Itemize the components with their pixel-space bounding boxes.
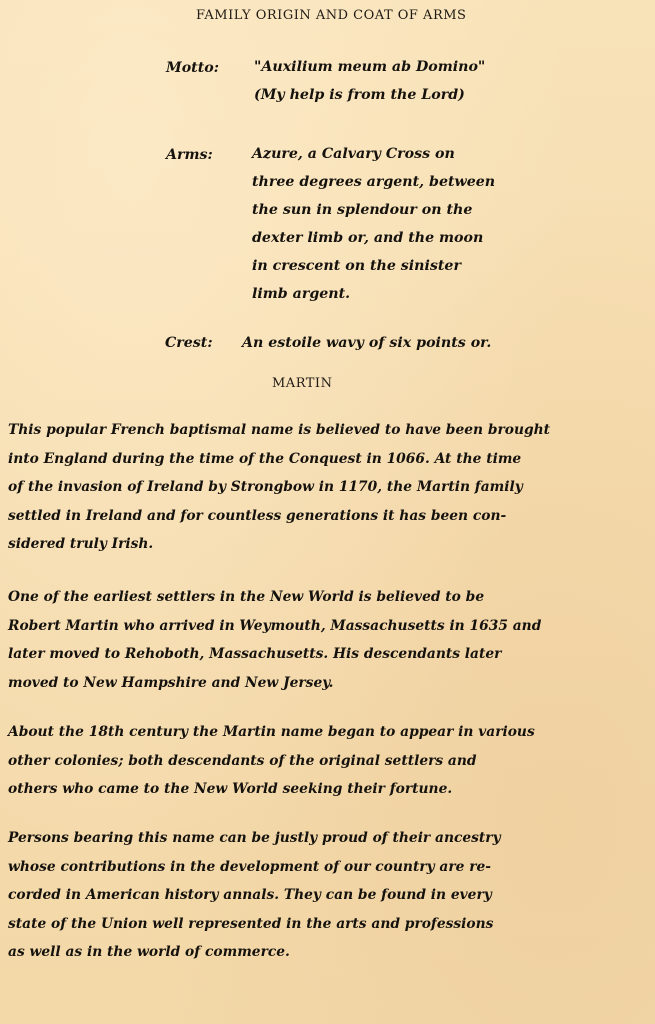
paragraph-line: Persons bearing this name can be justly proud of their ancestry	[8, 830, 501, 846]
motto-translation: (My help is from the Lord)	[254, 87, 465, 103]
settlers-paragraph	[8, 583, 541, 697]
paragraph-line: whose contributions in the development of our country are re-	[8, 858, 491, 875]
motto-label: Motto:	[166, 60, 219, 76]
paragraph-line: other colonies; both descendants of the original settlers and	[8, 752, 477, 769]
paragraph-line: sidered truly Irish.	[8, 536, 154, 553]
arms-line: three degrees argent, between	[252, 174, 496, 190]
history-paragraph	[8, 416, 550, 559]
paragraph-line: others who came to the New World seeking their fortune.	[8, 781, 453, 798]
crest-label: Crest:	[165, 335, 213, 351]
paragraph-line: About the 18th century the Martin name began to appear in various	[8, 724, 535, 740]
motto-latin: "Auxilium meum ab Domino"	[254, 59, 486, 75]
arms-line: dexter limb or, and the moon	[252, 230, 484, 246]
arms-line: the sun in splendour on the	[252, 202, 473, 218]
arms-blazon	[252, 140, 495, 308]
paragraph-line: later moved to Rehoboth, Massachusetts. His descendants later	[8, 646, 502, 663]
paragraph-line: as well as in the world of commerce.	[8, 944, 290, 961]
document-title: FAMILY ORIGIN AND COAT OF ARMS	[196, 8, 467, 23]
colonies-paragraph	[8, 718, 535, 804]
paragraph-line: into England during the time of the Conquest in 1066. At the time	[8, 450, 522, 467]
paragraph-line: settled in Ireland and for countless generations it has been con-	[8, 507, 507, 524]
surname-heading: MARTIN	[272, 376, 333, 391]
motto-text	[254, 53, 485, 109]
arms-line: Azure, a Calvary Cross on	[252, 146, 455, 162]
paragraph-line: of the invasion of Ireland by Strongbow in 1170, the Martin family	[8, 479, 523, 496]
paragraph-line: state of the Union well represented in the arts and professions	[8, 915, 494, 932]
paragraph-line: Robert Martin who arrived in Weymouth, Massachusetts in 1635 and	[8, 617, 542, 634]
arms-line: limb argent.	[252, 286, 351, 302]
arms-label: Arms:	[166, 147, 213, 163]
paragraph-line: moved to New Hampshire and New Jersey.	[8, 674, 334, 691]
paragraph-line: This popular French baptismal name is believed to have been brought	[8, 422, 551, 438]
paragraph-line: corded in American history annals. They can be found in every	[8, 887, 492, 904]
ancestry-paragraph	[8, 824, 501, 967]
crest-text: An estoile wavy of six points or.	[242, 335, 492, 351]
arms-line: in crescent on the sinister	[252, 258, 461, 274]
paragraph-line: One of the earliest settlers in the New World is believed to be	[8, 589, 485, 605]
